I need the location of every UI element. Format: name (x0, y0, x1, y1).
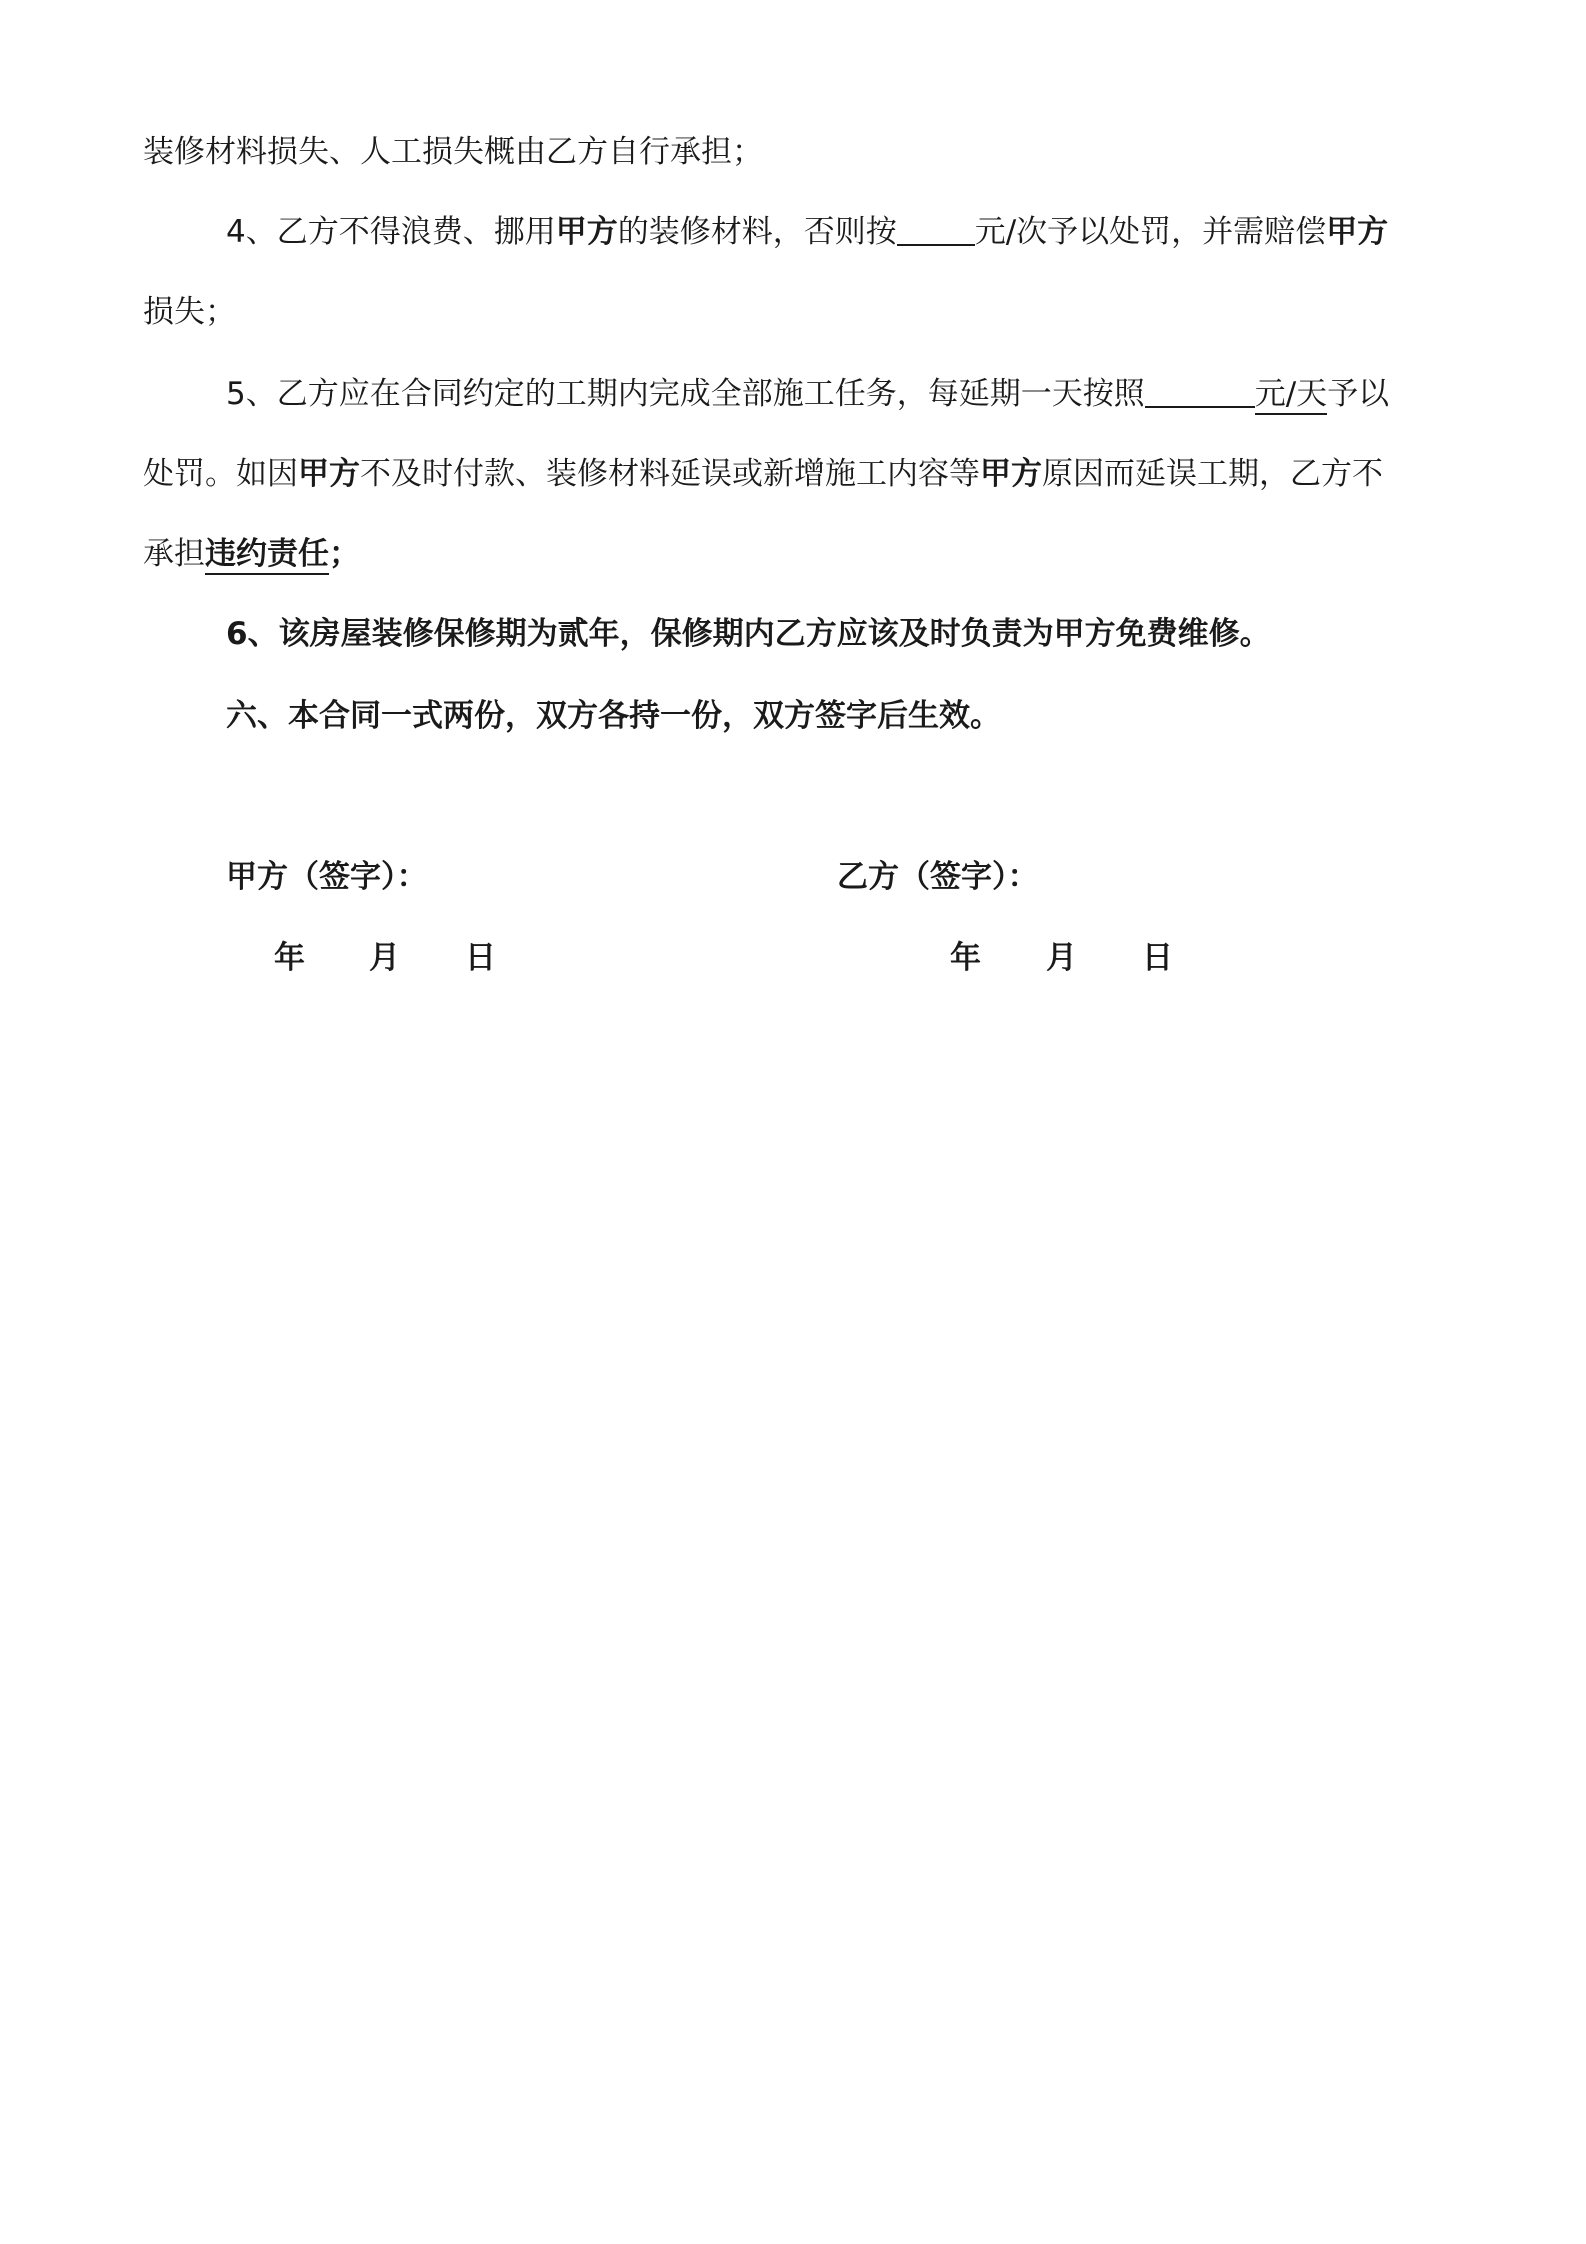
clause-6-line (226, 614, 1526, 654)
clause-4-line (226, 212, 1526, 252)
party-a-signature-label: 甲方（签字）： (226, 859, 428, 895)
line-6-text-a: 承担 (143, 536, 205, 572)
clause-4-text-b: 的装修材料，否则按 (617, 214, 897, 250)
party-b-month: 月 (1046, 940, 1077, 976)
paragraph-line-1: 装修材料损失、人工损失概由乙方自行承担； (143, 134, 763, 170)
penalty-per-time-blank[interactable] (897, 214, 975, 246)
paragraph-line-5 (143, 454, 1443, 494)
party-a-day: 日 (465, 940, 496, 976)
party-b-year: 年 (950, 940, 981, 976)
clause-5-line (226, 374, 1526, 414)
party-a-year: 年 (274, 940, 305, 976)
party-a-ref: 甲方 (980, 456, 1042, 492)
section-6-line: 六、本合同一式两份，双方各持一份，双方签字后生效。 (226, 698, 1001, 734)
clause-4-text-c: 元/次予以处罚，并需赔偿 (974, 214, 1327, 250)
penalty-per-day-blank[interactable] (1145, 376, 1255, 408)
party-a-ref: 甲方 (1326, 214, 1389, 250)
line-5-text-b: 不及时付款、装修材料延误或新增施工内容等 (360, 456, 980, 492)
party-a-month: 月 (369, 940, 400, 976)
paragraph-line-6 (143, 534, 1443, 574)
party-a-ref: 甲方 (1053, 616, 1116, 652)
party-b-day: 日 (1142, 940, 1173, 976)
breach-liability-term: 违约责任 (205, 536, 329, 575)
clause-6-text-b: 免费维修。 (1115, 616, 1271, 652)
paragraph-line-3: 损失； (143, 294, 236, 330)
line-5-text-c: 原因而延误工期，乙方不 (1042, 456, 1383, 492)
party-a-ref: 甲方 (298, 456, 360, 492)
clause-5-text-b: 予以 (1327, 376, 1390, 412)
clause-6-text-a: 6、该房屋装修保修期为贰年，保修期内乙方应该及时负责为 (226, 616, 1054, 652)
line-5-text-a: 处罚。如因 (143, 456, 298, 492)
party-b-signature-label: 乙方（签字）： (837, 859, 1039, 895)
party-a-ref: 甲方 (555, 214, 618, 250)
line-6-text-c: ； (329, 536, 360, 572)
clause-5-text-a: 5、乙方应在合同约定的工期内完成全部施工任务，每延期一天按照 (226, 376, 1145, 412)
clause-4-text-a: 4、乙方不得浪费、挪用 (226, 214, 556, 250)
clause-5-unit: 元/天 (1255, 376, 1327, 415)
